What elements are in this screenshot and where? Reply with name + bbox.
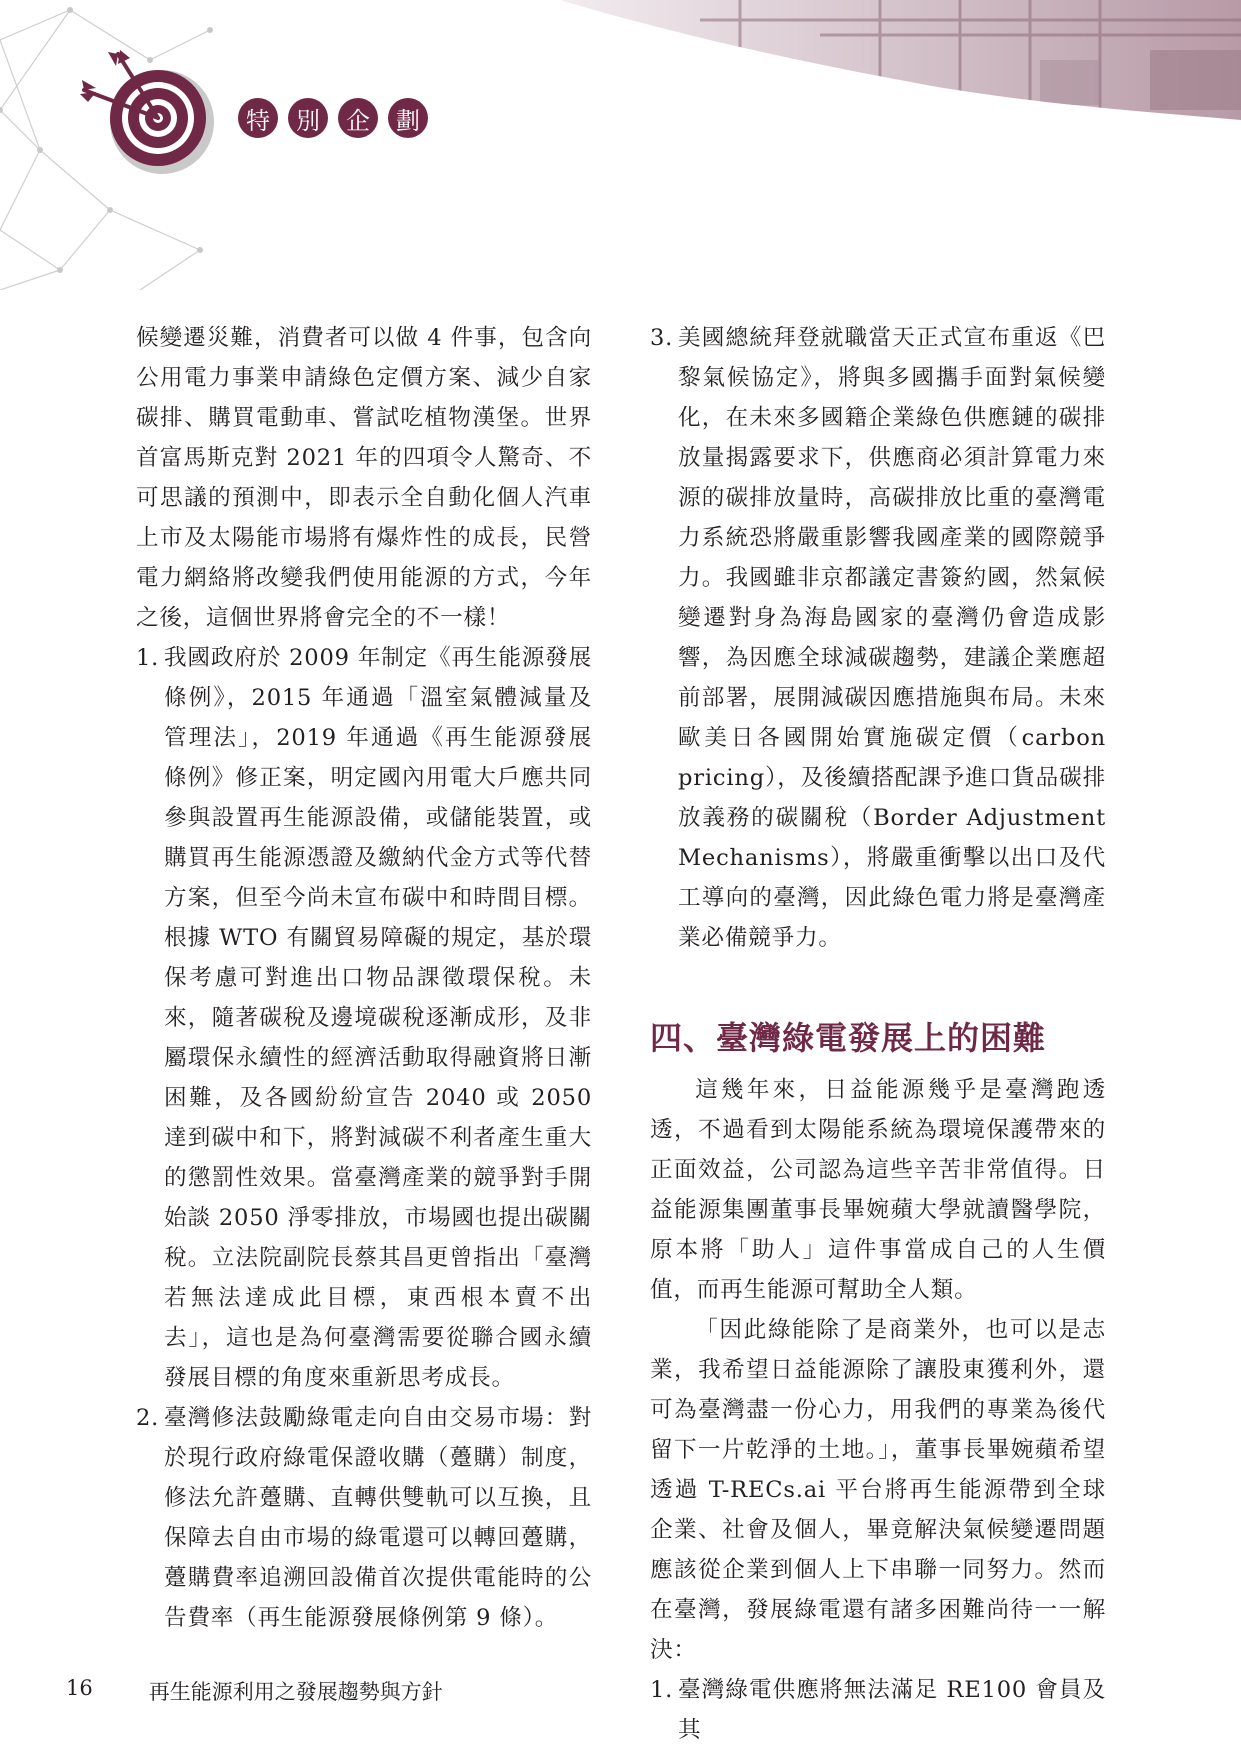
list-item-number: 1. [650,1677,674,1703]
section-badge: 特 [238,98,278,138]
list-item-text: 美國總統拜登就職當天正式宣布重返《巴黎氣候協定》，將與多國攜手面對氣候變化，在未來多國籍企業綠色供應鏈的碳排放量揭露要求下，供應商必須計算電力來源的碳排放量時，高碳排放比重的臺灣電力系統恐將嚴重影響我國產業的國際競爭力。我國雖非京都議定書簽約國，然氣候變遷對身為海島國家的臺灣仍會造成影響，為因應全球減碳趨勢，建議企業應超前部署，展開減碳因應措施與布局。未來歐美日各國開始實施碳定價（carbon pricing），及後續搭配課予進口貨品碳排放義務的碳關稅（Border Adjustment Mechanisms），將嚴重衝擊以出口及代工導向的臺灣，因此綠色電力將是臺灣產業必備競爭力。 [678,325,1106,951]
intro-paragraph: 候變遷災難，消費者可以做 4 件事，包含向公用電力事業申請綠色定價方案、減少自家碳排、購買電動車、嘗試吃植物漢堡。世界首富馬斯克對 2021 年的四項令人驚奇、不可思議的預測中，即表示全自動化個人汽車上市及太陽能市場將有爆炸性的成長，民營電力網絡將改變我們使用能源的方式，今年之後，這個世界將會完全的不一樣！ [136,325,592,631]
running-title: 再生能源利用之發展趨勢與方針 [148,1680,443,1704]
target-icon [74,46,234,186]
page-footer [66,1676,443,1706]
list-item-text: 臺灣修法鼓勵綠電走向自由交易市場：對於現行政府綠電保證收購（躉購）制度，修法允許躉購、直轉供雙軌可以互換，且保障去自由市場的綠電還可以轉回躉購，躉購費率追溯回設備首次提供電能時的公告費率（再生能源發展條例第 9 條）。 [164,1405,592,1631]
body-paragraph: 這幾年來，日益能源幾乎是臺灣跑透透，不過看到太陽能系統為環境保護帶來的正面效益，公司認為這些辛苦非常值得。日益能源集團董事長畢婉蘋大學就讀醫學院，原本將「助人」這件事當成自己的人生價值，而再生能源可幫助全人類。 [650,1077,1106,1303]
list-item [650,1670,1106,1750]
section-label [238,98,428,138]
section-badge: 企 [338,98,378,138]
list-item-text: 臺灣綠電供應將無法滿足 RE100 會員及其 [678,1677,1106,1743]
section-badge: 劃 [388,98,428,138]
list-item-number: 3. [650,325,674,351]
left-column [136,318,592,1638]
list-item-number: 2. [136,1405,160,1431]
right-column [650,318,1106,1750]
list-item-number: 1. [136,645,160,671]
list-item [650,318,1106,958]
body-paragraph: 「因此綠能除了是商業外，也可以是志業，我希望日益能源除了讓股東獲利外，還可為臺灣盡一份心力，用我們的專業為後代留下一片乾淨的土地。」，董事長畢婉蘋希望透過 T-RECs.ai 平台將再生能源帶到全球企業、社會及個人，畢竟解決氣候變遷問題應該從企業到個人上下串聯一同努力。然而在臺灣，發展綠電還有諸多困難尚待一一解決： [650,1317,1106,1663]
list-item [136,1398,592,1638]
section-badge: 別 [288,98,328,138]
section-heading: 四、臺灣綠電發展上的困難 [650,1019,1047,1057]
list-item [136,638,592,1398]
list-item-text: 我國政府於 2009 年制定《再生能源發展條例》，2015 年通過「溫室氣體減量及管理法」，2019 年通過《再生能源發展條例》修正案，明定國內用電大戶應共同參與設置再生能源設備，或儲能裝置，或購買再生能源憑證及繳納代金方式等代替方案，但至今尚未宣布碳中和時間目標。根據 WTO 有關貿易障礙的規定，基於環保考慮可對進出口物品課徵環保稅。未來，隨著碳稅及邊境碳稅逐漸成形，及非屬環保永續性的經濟活動取得融資將日漸困難，及各國紛紛宣告 2040 或 2050 達到碳中和下，將對減碳不利者產生重大的懲罰性效果。當臺灣產業的競爭對手開始談 2050 淨零排放，市場國也提出碳關稅。立法院副院長蔡其昌更曾指出「臺灣若無法達成此目標，東西根本賣不出去」，這也是為何臺灣需要從聯合國永續發展目標的角度來重新思考成長。 [164,645,592,1391]
page-number: 16 [66,1676,93,1700]
